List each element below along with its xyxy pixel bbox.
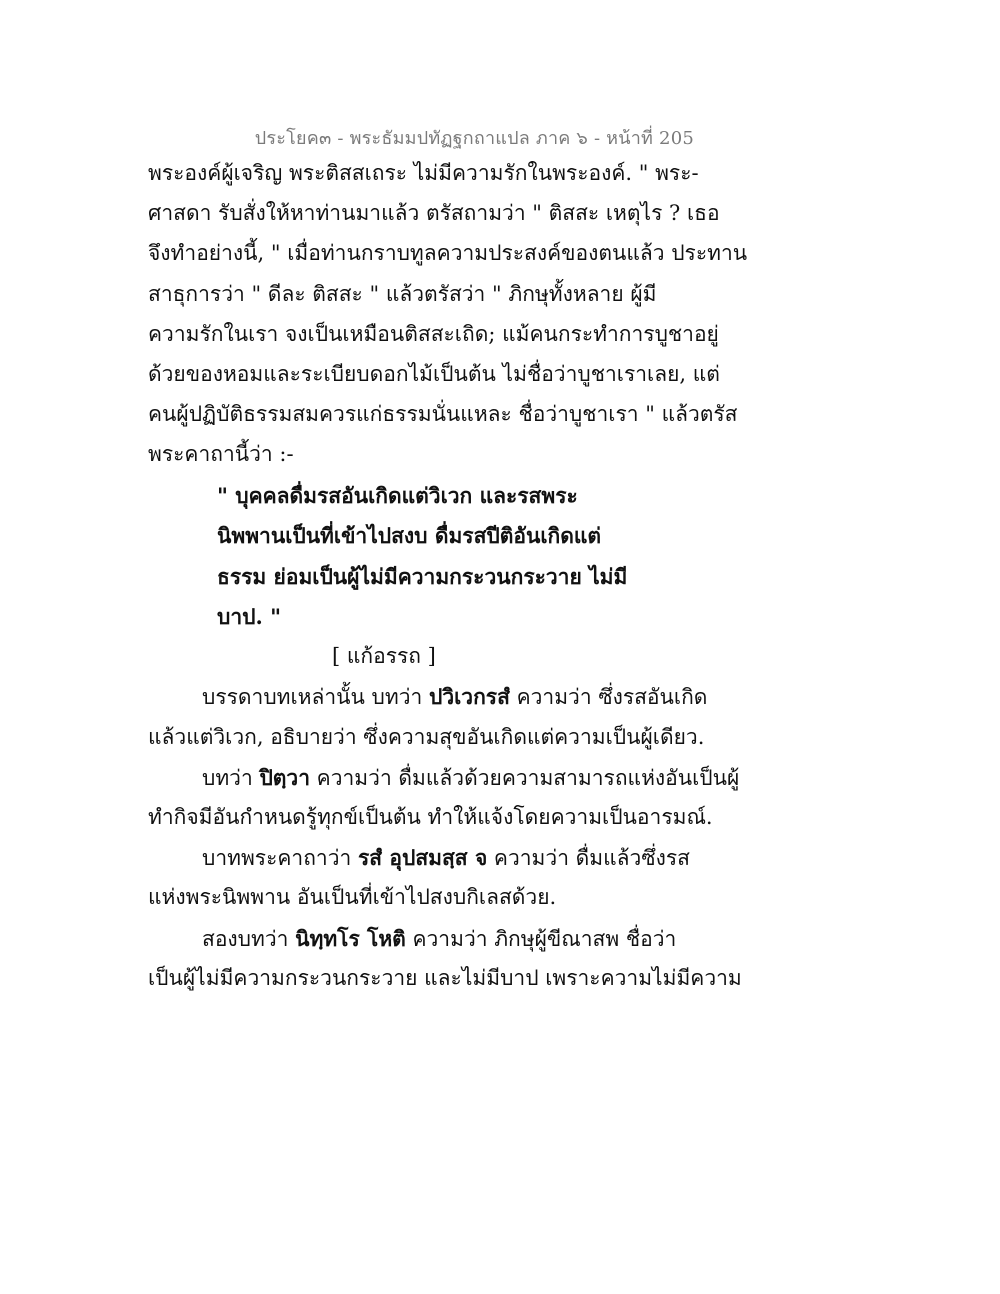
commentary-line: [202, 847, 690, 869]
running-header: ประโยค๓ - พระธัมมปทัฏฐกถาแปล ภาค ๖ - หน้าที่ 205: [254, 128, 694, 149]
commentary-text: ความว่า ซึ่งรสอันเกิด: [509, 685, 708, 709]
body-line: ด้วยของหอมและระเบียบดอกไม้เป็นต้น ไม่ชื่อว่าบูชาเราเลย, แต่: [148, 362, 720, 386]
body-line: จึงทำอย่างนี้, " เมื่อท่านกราบทูลความประสงค์ของตนแล้ว ประทาน: [148, 241, 748, 265]
commentary-text: บรรดาบทเหล่านั้น บทว่า: [202, 685, 429, 709]
body-line: สาธุการว่า " ดีละ ติสสะ " แล้วตรัสว่า " ภิกษุทั้งหลาย ผู้มี: [148, 282, 657, 306]
body-line: พระคาถานี้ว่า :-: [148, 442, 294, 466]
body-line: ความรักในเรา จงเป็นเหมือนติสสะเถิด; แม้คนกระทำการบูชาอยู่: [148, 322, 719, 346]
commentary-line: เป็นผู้ไม่มีความกระวนกระวาย และไม่มีบาป เพราะความไม่มีความ: [148, 966, 742, 990]
commentary-text: ความว่า ภิกษุผู้ขีณาสพ ชื่อว่า: [405, 927, 677, 951]
commentary-text: บทว่า: [202, 766, 260, 790]
verse-line: นิพพานเป็นที่เข้าไปสงบ ดื่มรสปีติอันเกิดแต่: [217, 523, 602, 548]
commentary-text: บาทพระคาถาว่า: [202, 846, 358, 870]
pali-term: นิทฺทโร โหติ: [295, 926, 406, 951]
verse-line: บาป. ": [217, 604, 282, 629]
commentary-line: [202, 767, 739, 789]
commentary-line: [202, 928, 676, 950]
commentary-text: ความว่า ดื่มแล้วซึ่งรส: [487, 846, 690, 870]
pali-term: รสํ อุปสมสฺส จ: [357, 845, 488, 870]
pali-term: ปวิเวกรสํ: [429, 684, 510, 709]
body-line: คนผู้ปฏิบัติธรรมสมควรแก่ธรรมนั่นแหละ ชื่อว่าบูชาเรา " แล้วตรัส: [148, 402, 738, 426]
commentary-line: ทำกิจมีอันกำหนดรู้ทุกข์เป็นต้น ทำให้แจ้งโดยความเป็นอารมณ์.: [148, 805, 713, 829]
pali-term: ปิตฺวา: [259, 765, 310, 790]
section-title: [ แก้อรรถ ]: [332, 644, 436, 668]
body-line: ศาสดา รับสั่งให้หาท่านมาแล้ว ตรัสถามว่า " ติสสะ เหตุไร ? เธอ: [148, 201, 720, 225]
commentary-text: ความว่า ดื่มแล้วด้วยความสามารถแห่งอันเป็นผู้: [310, 766, 740, 790]
verse-line: ธรรม ย่อมเป็นผู้ไม่มีความกระวนกระวาย ไม่มี: [217, 564, 628, 589]
verse-line: " บุคคลดื่มรสอันเกิดแต่วิเวก และรสพระ: [217, 483, 578, 508]
commentary-line: แล้วแต่วิเวก, อธิบายว่า ซึ่งความสุขอันเกิดแต่ความเป็นผู้เดียว.: [148, 725, 705, 749]
commentary-line: [202, 686, 707, 708]
commentary-text: สองบทว่า: [202, 927, 296, 951]
commentary-line: แห่งพระนิพพาน อันเป็นที่เข้าไปสงบกิเลสด้วย.: [148, 885, 557, 909]
body-line: พระองค์ผู้เจริญ พระติสสเถระ ไม่มีความรักในพระองค์. " พระ-: [148, 161, 699, 185]
